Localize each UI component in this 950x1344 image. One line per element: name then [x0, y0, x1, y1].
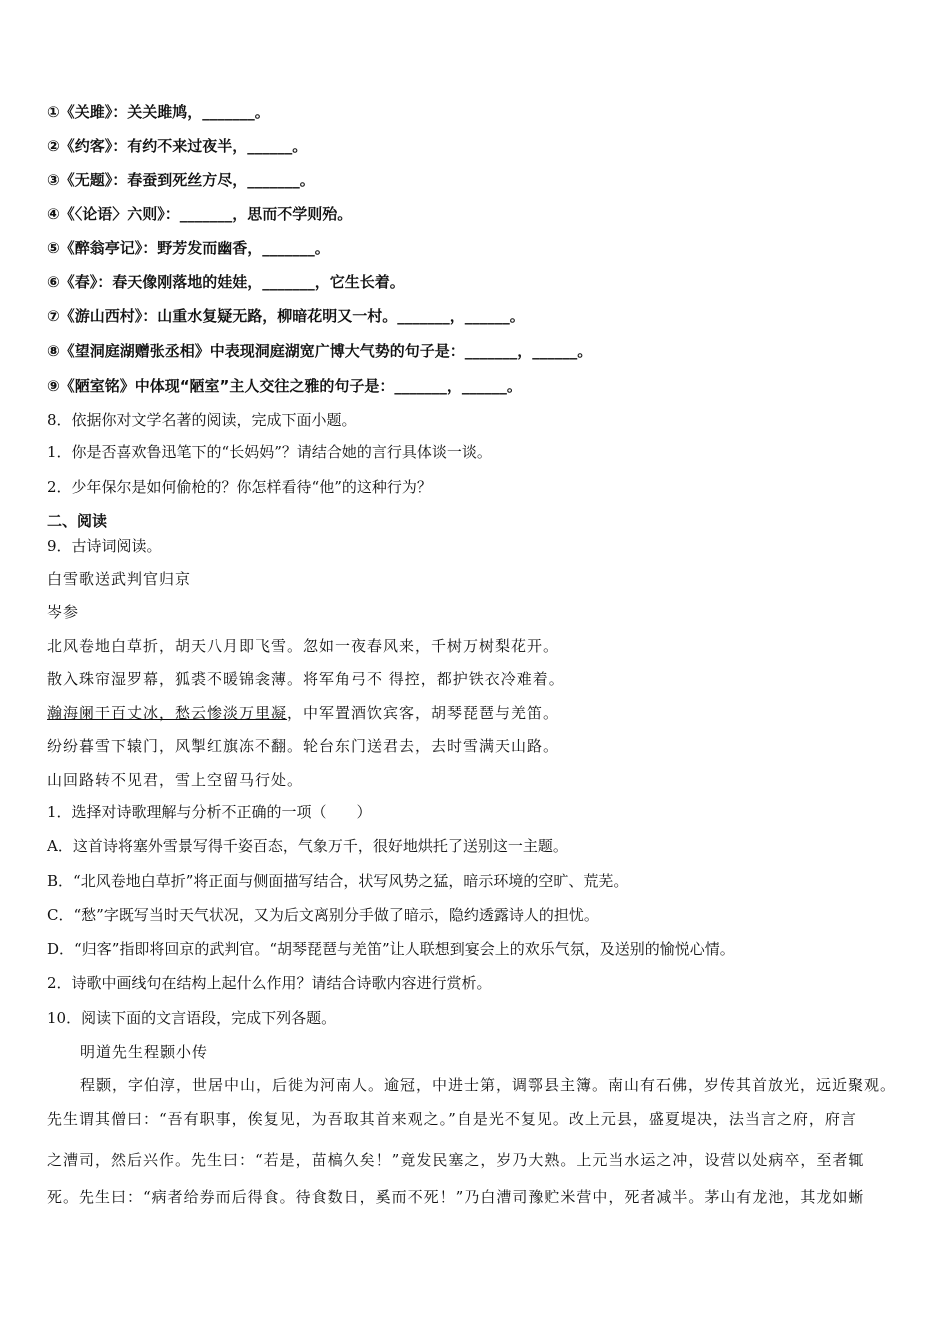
recitation-item-4: ④《〈论语〉六则》：_______，思而不学则殆。	[47, 205, 353, 223]
poem-line-2: 散入珠帘湿罗幕，狐裘不暖锦衾薄。将军角弓不 得控，都护铁衣冷难着。	[47, 670, 565, 688]
recitation-item-6: ⑥《春》：春天像刚落地的娃娃，_______，它生长着。	[47, 273, 405, 291]
poem-title: 白雪歌送武判官归京	[47, 570, 192, 588]
question-8-sub-1: 1．你是否喜欢鲁迅笔下的“长妈妈”？请结合她的言行具体谈一谈。	[47, 443, 492, 461]
section-heading-reading: 二、阅读	[47, 512, 108, 530]
recitation-item-7: ⑦《游山西村》：山重水复疑无路，柳暗花明又一村。_______，______。	[47, 307, 525, 325]
passage-line-2: 先生谓其僧曰：“吾有职事，俟复见，为吾取其首来观之。”自是光不复见。改上元县，盛夏堤决，法当言之府，府言	[47, 1110, 857, 1128]
question-8-stem: 8．依据你对文学名著的阅读，完成下面小题。	[47, 411, 357, 429]
question-8-sub-2: 2．少年保尔是如何偷枪的？你怎样看待“他”的这种行为？	[47, 478, 432, 496]
passage-title: 明道先生程颢小传	[80, 1043, 209, 1061]
recitation-item-5: ⑤《醉翁亭记》：野芳发而幽香，_______。	[47, 239, 330, 257]
option-d: D．“归客”指即将回京的武判官。“胡琴琵琶与羌笛”让人联想到宴会上的欢乐气氛，及送别的愉悦心情。	[47, 940, 735, 958]
recitation-item-9: ⑨《陋室铭》中体现“陋室”主人交往之雅的句子是：_______，______。	[47, 377, 522, 395]
question-9-stem: 9．古诗词阅读。	[47, 537, 162, 555]
poem-line-5: 山回路转不见君，雪上空留马行处。	[47, 771, 304, 789]
option-a: A．这首诗将塞外雪景写得千姿百态，气象万千，很好地烘托了送别这一主题。	[47, 837, 568, 855]
recitation-item-8: ⑧《望洞庭湖赠张丞相》中表现洞庭湖宽广博大气势的句子是：_______，______。	[47, 342, 593, 360]
recitation-item-2: ②《约客》：有约不来过夜半，______。	[47, 137, 308, 155]
option-b: B．“北风卷地白草折”将正面与侧面描写结合，状写风势之猛，暗示环境的空旷、荒芜。	[47, 872, 629, 890]
poem-line-3-rest: ，中军置酒饮宾客，胡琴琵琶与羌笛。	[287, 704, 560, 722]
passage-line-3: 之漕司，然后兴作。先生曰：“若是，苗槁久矣！”竟发民塞之，岁乃大熟。上元当水运之冲，设营以处病卒，至者辄	[47, 1151, 865, 1169]
poem-line-4: 纷纷暮雪下辕门，风掣红旗冻不翻。轮台东门送君去，去时雪满天山路。	[47, 737, 560, 755]
question-9-sub-2: 2．诗歌中画线句在结构上起什么作用？请结合诗歌内容进行赏析。	[47, 974, 492, 992]
underlined-poem-sentence: 瀚海阑干百丈冰，愁云惨淡万里凝	[47, 704, 288, 722]
poem-line-1: 北风卷地白草折，胡天八月即飞雪。忽如一夜春风来，千树万树梨花开。	[47, 637, 560, 655]
recitation-item-3: ③《无题》：春蚕到死丝方尽，_______。	[47, 171, 315, 189]
passage-line-1: 程颢，字伯淳，世居中山，后徙为河南人。逾冠，中进士第，调鄠县主簿。南山有石佛，岁传其首放光，远近聚观。	[80, 1076, 897, 1094]
question-9-sub-1: 1．选择对诗歌理解与分析不正确的一项（ ）	[47, 803, 372, 821]
question-10-stem: 10．阅读下面的文言语段，完成下列各题。	[47, 1009, 337, 1027]
poem-line-3	[47, 703, 917, 723]
recitation-item-1: ①《关雎》：关关雎鸠，_______。	[47, 103, 270, 121]
passage-line-4: 死。先生曰：“病者给券而后得食。待食数日，奚而不死！”乃白漕司豫贮米营中，死者减半。茅山有龙池，其龙如蜥	[47, 1188, 865, 1206]
option-c: C．“愁”字既写当时天气状况，又为后文离别分手做了暗示，隐约透露诗人的担忧。	[47, 906, 599, 924]
poem-author: 岑参	[47, 603, 80, 621]
